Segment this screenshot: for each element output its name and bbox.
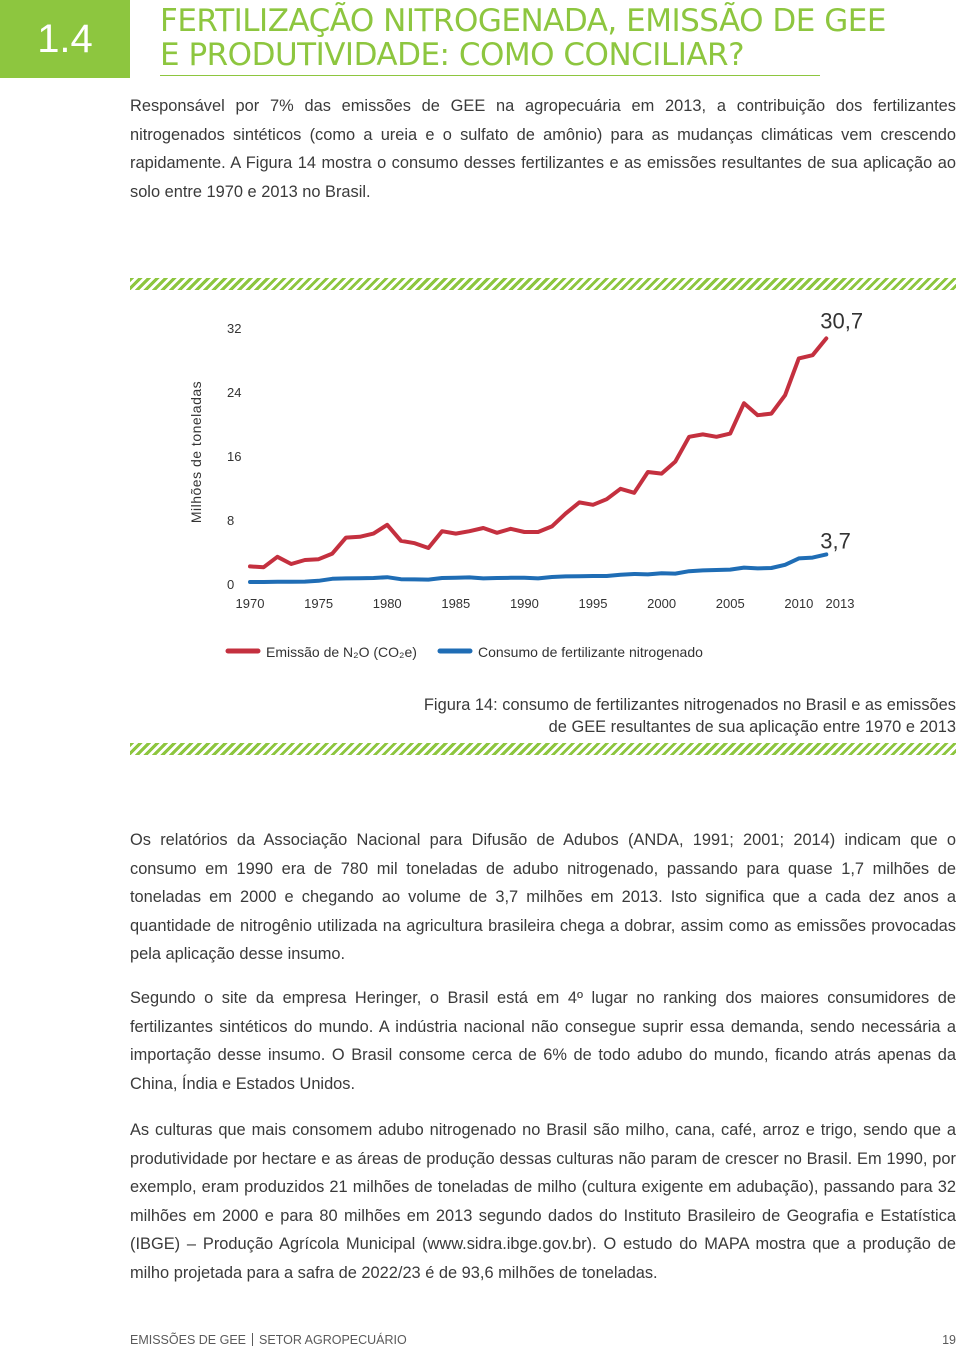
y-axis-label: Milhões de toneladas <box>188 380 204 524</box>
x-tick-label: 2000 <box>647 596 677 611</box>
legend <box>228 644 703 660</box>
line-chart <box>130 292 960 687</box>
annotation-emission-2013: 30,7 <box>820 308 864 334</box>
title-underline <box>160 75 820 76</box>
legend-label: Emissão de N₂O (CO₂e) <box>266 644 417 660</box>
body-paragraph-1: Os relatórios da Associação Nacional para Difusão de Adubos (ANDA, 1991; 2001; 2014) indicam que o consumo em 1990 era de 780 mil toneladas de adubo nitrogenado, passando para quase 1,7 milhões de toneladas em 2000 e chegando ao volume de 3,7 milhões em 2013. Isto significa que a cada dez anos a quantidade de nitrogênio utilizada na agricultura brasileira chega a dobrar, assim como as emissões provocadas pela aplicação desse insumo. <box>130 831 956 963</box>
section-title-line-1: FERTILIZAÇÃO NITROGENADA, EMISSÃO DE GEE <box>160 3 886 39</box>
page-number: 19 <box>942 1333 956 1347</box>
x-tick-label: 1970 <box>235 596 265 611</box>
y-tick-label: 32 <box>227 321 242 336</box>
footer-separator <box>252 1333 253 1346</box>
x-tick-label: 2005 <box>715 596 745 611</box>
y-tick-label: 16 <box>227 449 242 464</box>
body-paragraph-3: As culturas que mais consomem adubo nitrogenado no Brasil são milho, cana, café, arroz e trigo, sendo que a produtividade por hectare e as áreas de produção dessas culturas não param de crescer no Brasil. Em 1990, por exemplo, eram produzidos 21 milhões de toneladas de milho (cultura exigente em adubação), passando para 32 milhões em 2000 e para 80 milhões em 2013 segundo dados do Instituto Brasileiro de Geografia e Estatística (IBGE) – Produção Agrícola Municipal (www.sidra.ibge.gov.br). O estudo do MAPA mostra que a produção de milho projetada para a safra de 2022/23 é de 93,6 milhões de toneladas. <box>130 1121 956 1282</box>
footer-title-part-1: EMISSÕES DE GEE <box>130 1333 247 1347</box>
figure-bottom-stripe <box>130 743 956 755</box>
body-paragraph-2: Segundo o site da empresa Heringer, o Brasil está em 4º lugar no ranking dos maiores consumidores de fertilizantes sintéticos do mundo. A indústria nacional não consegue suprir essa demanda, sendo necessária a importação desse insumo. O Brasil consome cerca de 6% de todo adubo do mundo, ficando atrás apenas da China, Índia e Estados Unidos. <box>130 989 956 1093</box>
annotations <box>820 308 863 553</box>
footer-title-part-2: SETOR AGROPECUÁRIO <box>259 1333 407 1347</box>
figure-top-stripe <box>130 278 956 290</box>
figure-caption-line-1: Figura 14: consumo de fertilizantes nitrogenados no Brasil e as emissões <box>423 696 956 714</box>
legend-label: Consumo de fertilizante nitrogenado <box>478 644 703 660</box>
y-tick-label: 8 <box>227 513 235 528</box>
x-tick-label: 1975 <box>304 596 334 611</box>
section-title-line-2: E PRODUTIVIDADE: COMO CONCILIAR? <box>160 37 745 73</box>
x-axis-ticks <box>236 596 855 611</box>
x-tick-label: 2013 <box>825 596 855 611</box>
y-axis-ticks <box>227 321 241 592</box>
x-tick-label: 2010 <box>784 596 814 611</box>
x-tick-label: 1980 <box>372 596 402 611</box>
series-line-n2o-emission <box>250 338 826 567</box>
x-tick-label: 1985 <box>441 596 471 611</box>
annotation-consumption-2013: 3,7 <box>820 528 851 554</box>
section-title <box>160 3 886 73</box>
series-lines <box>250 338 826 582</box>
figure-caption-line-2: de GEE resultantes de sua aplicação entre 1970 e 2013 <box>548 718 956 736</box>
series-line-fertilizer-consumption <box>250 554 826 582</box>
figure-caption <box>300 694 956 738</box>
section-number: 1.4 <box>0 0 130 78</box>
footer-running-title <box>130 1333 407 1347</box>
y-tick-label: 0 <box>227 577 235 592</box>
intro-paragraph: Responsável por 7% das emissões de GEE na agropecuária em 2013, a contribuição dos fertilizantes nitrogenados sintéticos (como a ureia e o sulfato de amônio) para as mudanças climáticas vem crescendo rapidamente. A Figura 14 mostra o consumo desses fertilizantes e as emissões resultantes de sua aplicação ao solo entre 1970 e 2013 no Brasil. <box>130 97 956 201</box>
y-tick-label: 24 <box>227 385 242 400</box>
x-tick-label: 1990 <box>509 596 539 611</box>
x-tick-label: 1995 <box>578 596 608 611</box>
